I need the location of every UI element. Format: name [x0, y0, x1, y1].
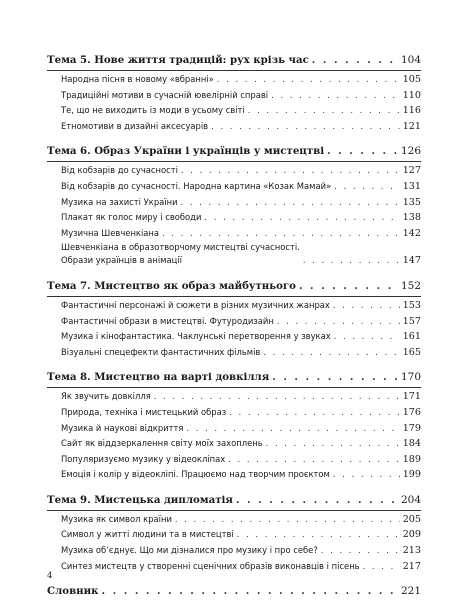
toc-entry[interactable]	[47, 452, 421, 468]
toc-entry-page: 209	[402, 529, 421, 541]
toc-entry-page: 131	[402, 180, 421, 192]
toc-theme-heading[interactable]	[47, 492, 421, 511]
toc-theme-heading[interactable]	[47, 143, 421, 162]
toc-glossary[interactable]	[47, 583, 421, 601]
toc-theme-heading-label: Тема 7. Мистецтво як образ майбутнього	[47, 279, 296, 292]
toc-entry-label: Традиційні мотиви в сучасній ювелірній справі	[61, 89, 269, 100]
toc-entry[interactable]	[47, 389, 421, 405]
dot-leader	[236, 492, 398, 509]
dot-leader	[271, 88, 400, 104]
toc-entry-page: 176	[402, 406, 421, 418]
toc-entry[interactable]	[47, 436, 421, 452]
toc-entry-label: Музична Шевченкіана	[61, 227, 160, 238]
toc-entry[interactable]	[47, 88, 421, 104]
dot-leader	[217, 72, 400, 88]
toc-theme-heading[interactable]	[47, 52, 421, 71]
toc-section	[47, 52, 421, 134]
toc-entry[interactable]	[47, 210, 421, 226]
toc-entry-label-line: Шевченкіана в образотворчому мистецтві сучасності.	[61, 242, 300, 253]
toc-entry[interactable]	[47, 559, 421, 575]
toc-section	[47, 143, 421, 269]
toc-entry[interactable]	[47, 314, 421, 330]
toc-entry[interactable]	[47, 543, 421, 559]
dot-leader	[321, 543, 400, 559]
toc-section	[47, 369, 421, 483]
toc-entry-page: 179	[402, 422, 421, 434]
dot-leader	[334, 329, 400, 345]
toc-entry-page: 205	[402, 513, 421, 525]
toc-entry-page: 147	[402, 255, 421, 267]
toc-entry[interactable]	[47, 329, 421, 345]
dot-leader	[299, 278, 398, 295]
toc-entry-page: 127	[402, 165, 421, 177]
toc-entry-page: 110	[402, 89, 421, 101]
dot-leader	[186, 421, 399, 437]
dot-leader	[333, 298, 400, 314]
dot-leader	[334, 179, 400, 195]
toc-entry[interactable]	[47, 241, 421, 269]
dot-leader	[229, 405, 399, 421]
page-number: 4	[47, 571, 53, 581]
toc-entry-page: 161	[402, 331, 421, 343]
dot-leader	[333, 467, 400, 483]
toc-entry[interactable]	[47, 72, 421, 88]
toc-entry[interactable]	[47, 119, 421, 135]
toc-entry[interactable]	[47, 163, 421, 179]
toc-entry-page: 142	[402, 227, 421, 239]
toc-entry-label: Як звучить довкілля	[61, 391, 151, 402]
toc-entry-label: Музика і кінофантастика. Чаклунські перетворення у звуках	[61, 331, 331, 342]
toc-entry-page: 171	[402, 391, 421, 403]
dot-leader	[162, 226, 400, 242]
toc-section	[47, 492, 421, 574]
toc-entry-page: 165	[402, 346, 421, 358]
toc-entry-label: Музика як символ країни	[61, 513, 172, 524]
toc-entry-page: 116	[402, 105, 421, 117]
dot-leader	[312, 52, 398, 69]
toc-entry-page: 157	[402, 315, 421, 327]
dot-leader	[277, 314, 400, 330]
dot-leader	[175, 512, 400, 528]
toc-entry-label: Візуальні спецефекти фантастичних фільмів	[61, 346, 261, 357]
toc-theme-heading-page: 104	[400, 54, 421, 66]
toc-entry-label: Від кобзарів до сучасності. Народна картина «Козак Мамай»	[61, 180, 332, 191]
toc-entry-label: Символ у житті людини та в мистецтві	[61, 529, 234, 540]
toc-entry[interactable]	[47, 195, 421, 211]
toc-section	[47, 278, 421, 360]
toc-theme-heading[interactable]	[47, 278, 421, 297]
dot-leader	[363, 559, 400, 575]
toc-entry-label: Від кобзарів до сучасності	[61, 165, 178, 176]
toc-theme-heading-label: Тема 8. Мистецтво на варті довкілля	[47, 371, 270, 384]
toc-entry[interactable]	[47, 298, 421, 314]
toc-entry-page: 184	[402, 438, 421, 450]
toc-entry[interactable]	[47, 421, 421, 437]
toc-theme-heading-label: Тема 6. Образ України і українців у мистецтві	[47, 145, 325, 158]
toc-entry[interactable]	[47, 405, 421, 421]
dot-leader	[228, 452, 399, 468]
toc-entry-label: Народна пісня в новому «вбранні»	[61, 74, 214, 84]
toc-entry-label: Емоція і колір у відеокліпі. Працюємо над творчим проєктом	[61, 469, 330, 480]
toc-entry-label: Сайт як віддзеркалення світу моїх захоплень	[61, 438, 263, 449]
toc-theme-heading-page: 170	[400, 371, 421, 384]
toc-entry-label: Музика й наукові відкриття	[61, 422, 184, 433]
dot-leader	[272, 369, 398, 386]
dot-leader	[266, 436, 400, 452]
toc-glossary-label: Словник	[47, 585, 99, 598]
toc-entry-label: Етномотиви в дизайні аксесуарів	[61, 120, 209, 131]
dot-leader	[327, 143, 398, 160]
dot-leader	[181, 195, 400, 211]
toc-entry-page: 217	[402, 560, 421, 572]
toc-entry-page: 213	[402, 545, 421, 557]
toc-entry-page: 153	[402, 299, 421, 311]
toc-entry-label: Музика на захисті України	[61, 196, 178, 207]
toc-entry-label: Популяризуємо музику у відеокліпах	[61, 453, 226, 464]
toc-entry[interactable]	[47, 527, 421, 543]
toc-glossary-page: 221	[400, 585, 421, 598]
toc-entry-label-line: Образи українців в анімації	[61, 255, 182, 266]
toc-entry[interactable]	[47, 103, 421, 119]
toc-entry[interactable]	[47, 467, 421, 483]
toc-theme-heading-page: 204	[400, 493, 421, 506]
toc-entry[interactable]	[47, 345, 421, 361]
dot-leader	[204, 210, 399, 226]
toc-entry-page: 121	[402, 120, 421, 132]
toc-theme-heading-page: 126	[400, 145, 421, 158]
toc-theme-heading-label: Тема 9. Мистецька дипломатія	[47, 493, 233, 506]
dot-leader	[237, 527, 400, 543]
toc-entry[interactable]	[47, 512, 421, 528]
toc-entry-label	[61, 241, 300, 269]
dot-leader	[154, 389, 400, 405]
dot-leader	[102, 583, 398, 600]
toc-entry[interactable]	[47, 226, 421, 242]
dot-leader	[248, 103, 400, 119]
toc-entry-label: Те, що не виходить із моди в усьому світі	[61, 105, 245, 116]
toc-entry-page: 135	[402, 196, 421, 208]
dot-leader	[263, 345, 399, 361]
toc-entry-label: Плакат як голос миру і свободи	[61, 212, 202, 223]
toc-entry-label: Природа, техніка і мистецький образ	[61, 406, 227, 417]
toc-entry-page: 189	[402, 453, 421, 465]
toc-entry-page: 105	[402, 74, 421, 85]
toc-entry-label: Музика об’єднує. Що ми дізналися про музику і про себе?	[61, 545, 318, 556]
toc-entry-label: Фантастичні персонажі й сюжети в різних музичних жанрах	[61, 299, 330, 310]
toc-entry-label: Синтез мистецтв у створенні сценічних образів виконавців і пісень	[61, 560, 360, 571]
dot-leader	[303, 253, 400, 269]
dot-leader	[181, 163, 400, 179]
toc-entry[interactable]	[47, 179, 421, 195]
toc-entry-page: 199	[402, 469, 421, 481]
toc-theme-heading[interactable]	[47, 369, 421, 388]
dot-leader	[211, 119, 400, 135]
toc-theme-heading-page: 152	[400, 279, 421, 292]
toc-theme-heading-label: Тема 5. Нове життя традицій: рух крізь час	[47, 54, 309, 66]
toc-entry-label: Фантастичні образи в мистецтві. Футуродизайн	[61, 315, 274, 326]
toc-entry-page: 138	[402, 212, 421, 224]
table-of-contents	[47, 52, 421, 602]
